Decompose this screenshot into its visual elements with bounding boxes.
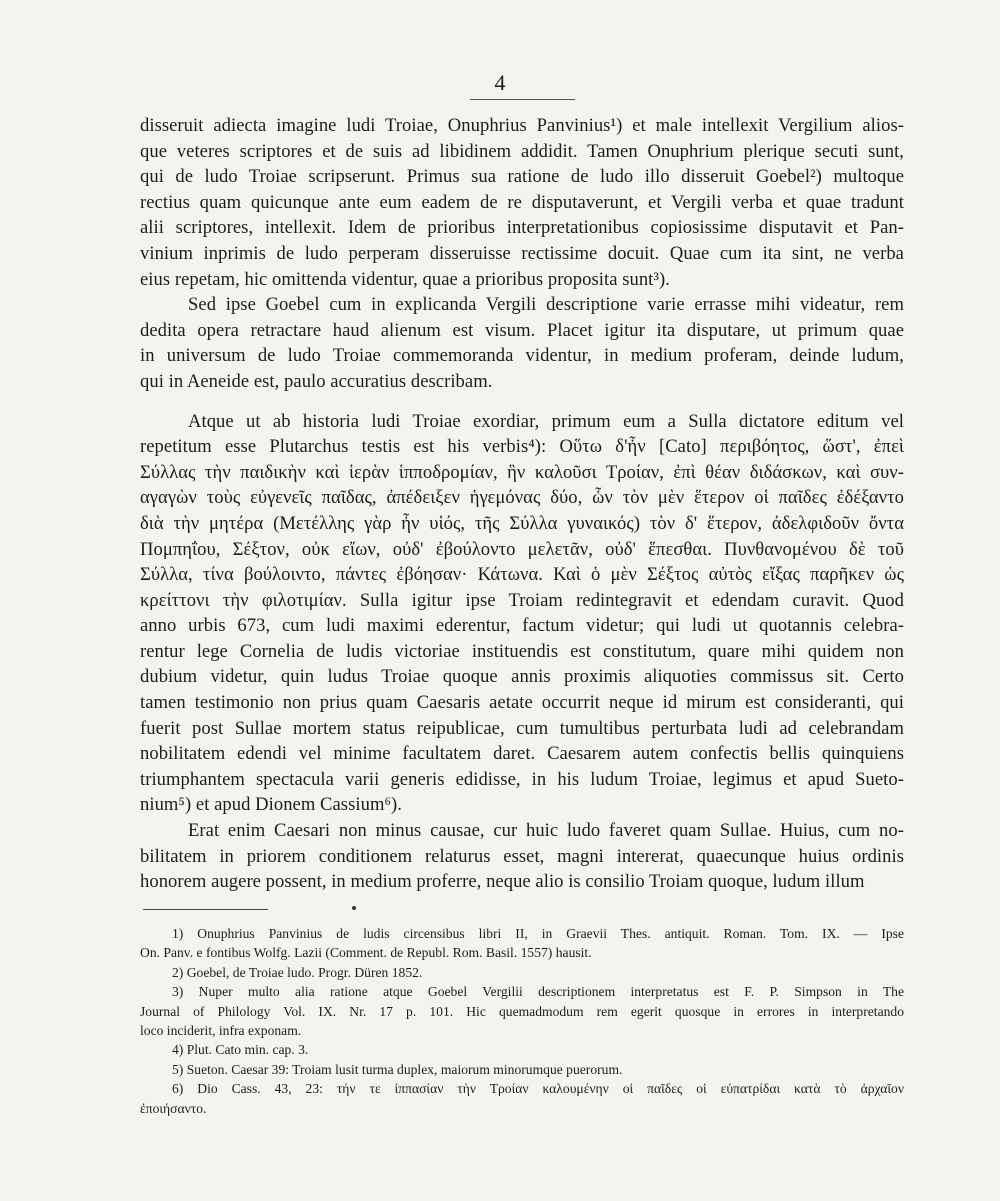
paragraph xyxy=(140,292,904,394)
text-line: que veteres scriptores et de suis ad libidinem addidit. Tamen Onuphrium plerique secuti sunt, xyxy=(140,140,904,162)
footnote xyxy=(140,1079,904,1118)
footnote-line: On. Panv. e fontibus Wolfg. Lazii (Comment. de Republ. Rom. Basil. 1557) hausit. xyxy=(140,945,592,961)
footnote xyxy=(140,1060,904,1079)
paragraph xyxy=(140,818,904,895)
footnote xyxy=(140,982,904,1040)
text-line: vinium inprimis de ludo perperam disseruisse rectissime docuit. Quae cum ita sint, ne verba xyxy=(140,242,904,264)
page-number-rule xyxy=(470,99,575,100)
footnote-line: 1) Onuphrius Panvinius de ludis circensibus libri II, in Graevii Thes. antiquit. Roman. Tom. IX. — Ipse xyxy=(172,926,904,941)
text-line: honorem augere possent, in medium proferre, neque alio is consilio Troiam quoque, ludum illum xyxy=(140,871,865,893)
text-line: Σύλλας τὴν παιδικὴν καὶ ἱερὰν ἱπποδρομίαν, ἣν καλοῦσι Τροίαν, ἐπὶ θέαν διδάσκων, καὶ συν- xyxy=(140,461,904,483)
text-line: anno urbis 673, cum ludi maximi ederentur, factum videtur; qui ludi ut quotannis celebra- xyxy=(140,615,904,637)
text-line: Erat enim Caesari non minus causae, cur huic ludo faveret quam Sullae. Huius, cum no- xyxy=(188,820,904,842)
text-line: dedita opera retractare haud alienum est visum. Placet igitur ita disputare, ut primum quae xyxy=(140,319,904,341)
footnote-line: loco inciderit, infra exponam. xyxy=(140,1022,302,1038)
footnote-line: 4) Plut. Cato min. cap. 3. xyxy=(172,1042,309,1058)
footnote-dot-mark xyxy=(352,906,356,910)
paragraph xyxy=(140,409,904,819)
text-line: eius repetam, hic omittenda videntur, quae a prioribus proposita sunt³). xyxy=(140,268,670,290)
text-line: nium⁵) et apud Dionem Cassium⁶). xyxy=(140,794,402,816)
text-line: in universum de ludo Troiae commemoranda videntur, in medium proferam, deinde ludum, xyxy=(140,345,904,367)
footnote xyxy=(140,1040,904,1059)
text-line: nobilitatem edendi vel minime facultatem daret. Caesarem autem confectis bellis quinquiens xyxy=(140,743,904,765)
text-line: rentur lege Cornelia de ludis victoriae instituendis est constitutum, quare mihi quidem non xyxy=(140,640,904,662)
text-line: triumphantem spectacula varii generis edidisse, in his ludum Troiae, legimus et apud Sueto- xyxy=(140,768,904,790)
footnote-line: 3) Nuper multo alia ratione atque Goebel Vergilii descriptionem interpretatus est F. P. Simpson in The xyxy=(172,984,904,1000)
footnote-line: Journal of Philology Vol. IX. Nr. 17 p. 101. Hic quemadmodum rem egerit quosque in errores in interpretando xyxy=(140,1003,904,1019)
footnote xyxy=(140,963,904,982)
text-line: Σύλλα, τίνα βούλοιντο, πάντες ἐβόησαν· Κάτωνα. Καὶ ὁ μὲν Σέξτος αὐτὸς εἴξας παρῆκεν ὡς xyxy=(140,564,904,586)
text-line: διὰ τὴν μητέρα (Μετέλλης γὰρ ἦν υἱός, τῆς Σύλλα γυναικός) τὸν δ' ἕτερον, ἀδελφιδοῦν ὄντα xyxy=(140,512,904,534)
footnote-line: 5) Sueton. Caesar 39: Troiam lusit turma duplex, maiorum minorumque puerorum. xyxy=(172,1061,623,1077)
footnote-separator xyxy=(143,909,268,910)
text-line: qui de ludo Troiae scripserunt. Primus sua ratione de ludo illo disseruit Goebel²) multoque xyxy=(140,166,904,188)
text-line: Sed ipse Goebel cum in explicanda Vergili descriptione varie errasse mihi videatur, rem xyxy=(188,294,904,316)
text-line: rectius quam quicunque ante eum eadem de re disputaverunt, et Vergili verba et quae tradunt xyxy=(140,191,904,213)
text-line: αγαγὼν τοὺς εὐγενεῖς παῖδας, ἀπέδειξεν ἡγεμόνας δύο, ὧν τὸν μὲν ἕτερον οἱ παῖδες ἐδέξαντο xyxy=(140,487,904,509)
paragraph xyxy=(140,113,904,292)
footnote-line: 2) Goebel, de Troiae ludo. Progr. Düren 1852. xyxy=(172,964,423,980)
text-line: repetitum esse Plutarchus testis est his verbis⁴): Οὕτω δ'ἦν [Cato] περιβόητος, ὥστ', ἐπεὶ xyxy=(140,436,904,458)
text-line: qui in Aeneide est, paulo accuratius describam. xyxy=(140,370,493,392)
footnote-line: ἐποιήσαντο. xyxy=(140,1100,207,1116)
main-text xyxy=(140,113,904,895)
footnotes xyxy=(140,924,904,1118)
text-line: Πομπηΐου, Σέξτον, οὐκ εἴων, οὐδ' ἐβούλοντο μελετᾶν, οὐδ' ἕπεσθαι. Πυνθανομένου δὲ τοῦ xyxy=(140,538,904,560)
text-line: tamen testimonio non prius quam Caesaris aetate occurrit neque id mirum est consideranti, qui xyxy=(140,692,904,714)
text-line: disseruit adiecta imagine ludi Troiae, Onuphrius Panvinius¹) et male intellexit Vergilium alios- xyxy=(140,115,904,136)
footnote-line: 6) Dio Cass. 43, 23: τήν τε ἱππασίαν τὴν Τροίαν καλουμένην οἱ παῖδες οἱ εὐπατρίδαι κατὰ τὸ ἀρχαῖον xyxy=(172,1081,904,1097)
text-line: dubium videtur, quin ludus Troiae quoque annis proximis aliquoties commissus sit. Certo xyxy=(140,666,904,688)
text-line: fuerit post Sullae mortem status reipublicae, cum tumultibus perturbata ludi ad celebrandam xyxy=(140,717,904,739)
text-line: κρείττονι τὴν φιλοτιμίαν. Sulla igitur ipse Troiam redintegravit et edendam curavit. Quod xyxy=(140,589,904,611)
text-line: bilitatem in priorem conditionem relaturus esset, magni intererat, quaecunque huius ordinis xyxy=(140,845,904,867)
footnote xyxy=(140,924,904,963)
page-number: 4 xyxy=(494,70,506,95)
text-line: alii scriptores, intellexit. Idem de prioribus interpretationibus copiosissime disputavit et Pan- xyxy=(140,217,904,239)
text-line: Atque ut ab historia ludi Troiae exordiar, primum eum a Sulla dictatore editum vel xyxy=(188,410,904,432)
